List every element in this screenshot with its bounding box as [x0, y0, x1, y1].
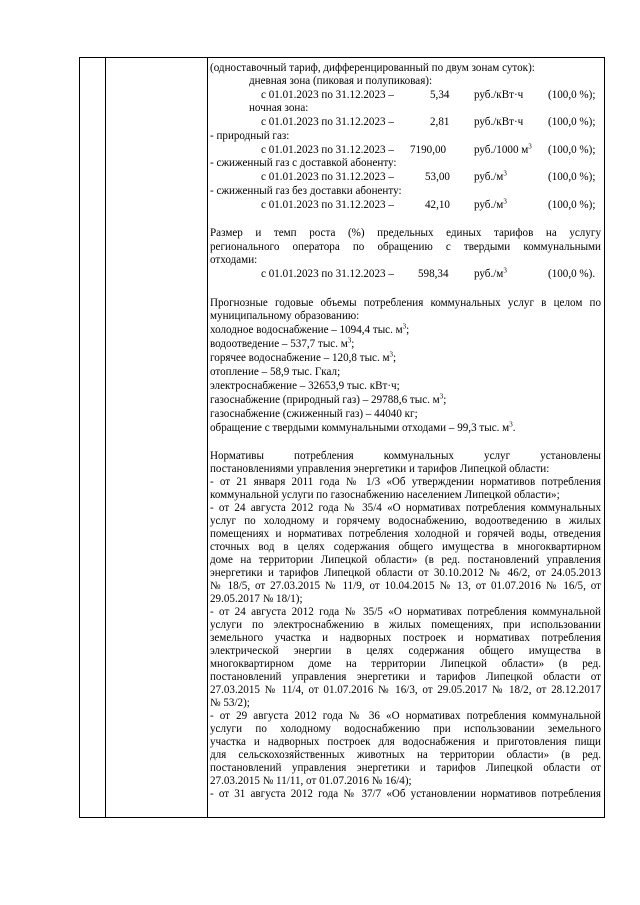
volume-item: электроснабжение – 32653,9 тыс. кВт·ч;	[210, 380, 400, 392]
text-line: отходами:	[210, 254, 258, 266]
text-line: услуг по холодному и горячему водоснабжению, водоотведению в жилых	[210, 515, 601, 527]
text-line: - природный газ:	[210, 130, 290, 142]
text-line: сточных вод в целях содержания общего имущества в многоквартирном	[210, 541, 601, 553]
text-line: многоквартирном доме на территории Липецкой области» (в ред.	[210, 658, 601, 670]
text-line: 29.05.2017 № 18/1);	[210, 593, 303, 605]
text-line: № 18/5, от 27.03.2015 № 11/9, от 10.04.2015 № 13, от 01.07.2016 № 16/5, от	[210, 580, 601, 592]
text-line: 27.03.2015 № 11/4, от 01.07.2016 № 16/3, от 29.05.2017 № 18/2, от 28.12.2017	[210, 684, 601, 696]
volume-item: водоотведение – 537,7 тыс. $м^3$;	[210, 336, 355, 350]
text-line: - от 24 августа 2012 года № 35/5 «О нормативах потребления коммунальной	[210, 606, 601, 618]
text-line: услуги по холодному водоснабжению при использовании земельного	[210, 723, 601, 735]
text-line: (одноставочный тариф, дифференцированный по двум зонам суток):	[210, 62, 535, 74]
text-line: 27.03.2015 № 11/11, от 01.07.2016 № 16/4);	[210, 775, 412, 787]
text-line: участка и надворных построек для водоснабжения и приготовления пищи	[210, 736, 601, 748]
text-line: Прогнозные годовые объемы потребления коммунальных услуг в целом по	[210, 297, 601, 309]
volume-item: газоснабжение (сжиженный газ) – 44040 кг;	[210, 408, 418, 420]
text-line: постановлений управления энергетики и тарифов Липецкой области от	[210, 671, 601, 683]
text-line: услуги по электроснабжению в жилых помещениях, при использовании	[210, 619, 601, 631]
text-line: Нормативы потребления коммунальных услуг установлены	[210, 450, 601, 462]
text-line: коммунальной услуги по газоснабжению населением Липецкой области»;	[210, 489, 560, 501]
text-line: ночная зона:	[249, 102, 309, 114]
volume-item: отопление – 58,9 тыс. Гкал;	[210, 366, 341, 378]
volume-item: газоснабжение (природный газ) – 29788,6 тыс. $м^3$;	[210, 392, 447, 406]
text-line: - сжиженный газ без доставки абоненту:	[210, 185, 402, 197]
text-line: помещениях и нормативах потребления холодной и горячей воды, отведения	[210, 528, 601, 540]
text-line: - от 29 августа 2012 года № 36 «О нормативах потребления коммунальной	[210, 710, 601, 722]
text-line: электрической энергии в целях содержания общего имущества в	[210, 645, 601, 657]
document-table	[79, 57, 605, 818]
text-line: доме на территории Липецкой области» (в ред. постановлений управления	[210, 554, 601, 566]
text-line: - сжиженный газ с доставкой абоненту:	[210, 157, 397, 169]
text-line: - от 21 января 2011 года № 1/3 «Об утверждении нормативов потребления	[210, 476, 601, 488]
text-line: земельного участка и надворных построек и нормативах потребления	[210, 632, 601, 644]
volume-item: холодное водоснабжение – 1094,4 тыс. $м^3$;	[210, 322, 410, 336]
text-line: для сельскохозяйственных животных на территории области» (в ред.	[210, 749, 601, 761]
text-line: - от 24 августа 2012 года № 35/4 «О нормативах потребления коммунальных	[210, 502, 601, 514]
text-line: постановлений управления энергетики и тарифов Липецкой области от	[210, 762, 601, 774]
table-column-divider	[105, 58, 106, 817]
volume-item: горячее водоснабжение – 120,8 тыс. $м^3$;	[210, 350, 397, 364]
text-line: № 53/2);	[210, 697, 250, 709]
text-line: постановлениями управления энергетики и тарифов Липецкой области:	[210, 463, 550, 475]
text-line: - от 31 августа 2012 года № 37/7 «Об установлении нормативов потребления	[210, 788, 601, 800]
table-column-divider	[207, 58, 208, 817]
text-line: Размер и темп роста (%) предельных единых тарифов на услугу	[210, 227, 601, 239]
text-line: муниципальному образованию:	[210, 310, 360, 322]
table-text-cell: (одноставочный тариф, дифференцированный по двум зонам суток): дневная зона (пиковая и полупиковая): с 01.01.2023 по 31.12.2023 – 5,34 руб./кВт·ч (100,0 %); ночная зона: с 01.01.2023 по 31.12.2023 – 2,81 руб./кВт·ч (100,0 %); - природный газ: с 01.01.2023 по 31.12.2023 – 7190,00 руб./1000 $м^3$ (100,0 %); - сжиженный газ с доставкой абоненту: с 01.01.2023 по 31.12.2023 – 53,00 $руб./м^3$ (100,0 %); - сжиженный газ без доставки абоненту: с 01.01.2023 по 31.12.2023 – 42,10 $руб./м^3$ (100,0 %); Размер и темп роста (%) предельных единых тарифов на услугу регионального оператора по обращению с твердыми коммунальными отходами: с 01.01.2023 по 31.12.2023 – 598,34 $руб./м^3$ (100,0 %). Прогнозные годовые объемы потребления коммунальных услуг в целом по муниципальному образованию: холодное водоснабжение – 1094,4 тыс. $м^3$; водоотведение – 537,7 тыс. $м^3$; горячее водоснабжение – 120,8 тыс. $м^3$; отопление – 58,9 тыс. Гкал; электроснабжение – 32653,9 тыс. кВт·ч; газоснабжение (природный газ) – 29788,6 тыс. $м^3$; газоснабжение (сжиженный газ) – 44040 кг; обращение с твердыми коммунальными отходами – 99,3 тыс. $м^3$. Нормативы потребления коммунальных услуг установлены постановлениями управления энергетики и тарифов Липецкой области: - от 21 января 2011 года № 1/3 «Об утверждении нормативов потребления коммунальной услуги по газоснабжению населением Липецкой области»; - от 24 августа 2012 года № 35/4 «О нормативах потребления коммунальных услуг по холодному и горячему водоснабжению, водоотведению в жилых помещениях и нормативах потребления холодной и горячей воды, отведения сточных вод в целях содержания общего имущества в многоквартирном доме на территории Липецкой области» (в ред. постановлений управления энергетики и тарифов Липецкой области от 30.10.2012 № 46/2, от 24.05.2013 № 18/5, от 27.03.2015 № 11/9, от 10.04.2015 № 13, от 01.07.2016 № 16/5, от 29.05.2017 № 18/1); - от 24 августа 2012 года № 35/5 «О нормативах потребления коммунальной услуги по электроснабжению в жилых помещениях, при использовании земельного участка и надворных построек и нормативах потребления электрической энергии в целях содержания общего имущества в многоквартирном доме на территории Липецкой области» (в ред. постановлений управления энергетики и тарифов Липецкой области от 27.03.2015 № 11/4, от 01.07.2016 № 16/3, от 29.05.2017 № 18/2, от 28.12.2017 № 53/2); - от 29 августа 2012 года № 36 «О нормативах потребления коммунальной услуги по холодному водоснабжению при использовании земельного участка и надворных построек для водоснабжения и приготовления пищи для сельскохозяйственных животных на территории области» (в ред. постановлений управления энергетики и тарифов Липецкой области от 27.03.2015 № 11/11, от 01.07.2016 № 16/4); - от 31 августа 2012 года № 37/7 «Об установлении нормативов потребления	[210, 62, 601, 800]
text-line: дневная зона (пиковая и полупиковая):	[249, 75, 433, 87]
text-line: энергетики и тарифов Липецкой области от 30.10.2012 № 46/2, от 24.05.2013	[210, 567, 601, 579]
text-line: регионального оператора по обращению с твердыми коммунальными	[210, 241, 601, 253]
volume-item: обращение с твердыми коммунальными отходами – 99,3 тыс. $м^3$.	[210, 420, 516, 434]
